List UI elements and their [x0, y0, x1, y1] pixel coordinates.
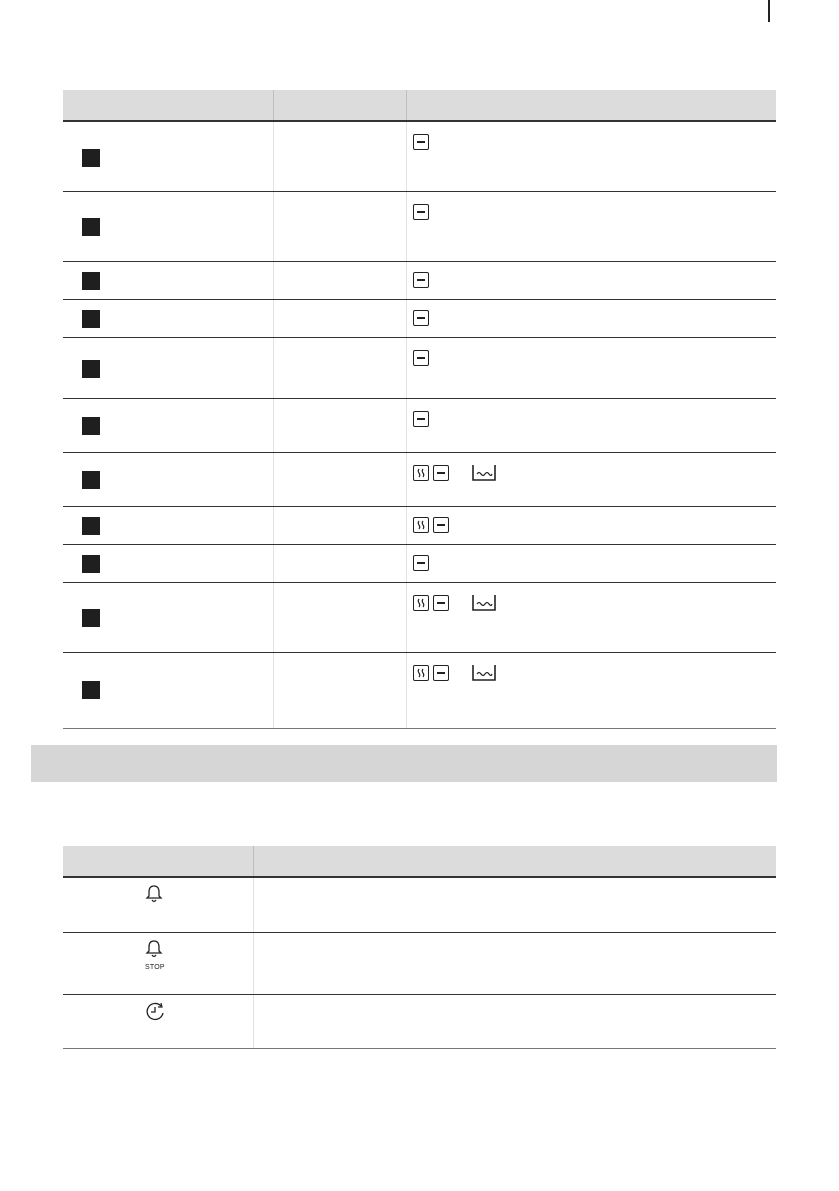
timer-clock-icon	[145, 1001, 167, 1028]
symbol-group	[413, 663, 497, 683]
table-row	[63, 453, 776, 507]
steam-box-icon	[413, 665, 429, 681]
black-square-marker	[82, 149, 100, 167]
table-row	[63, 262, 776, 300]
clock-functions-table-header	[63, 846, 776, 878]
water-tray-icon	[471, 663, 497, 683]
symbol-group	[413, 593, 497, 613]
symbol-group	[413, 348, 433, 368]
black-square-marker	[82, 555, 100, 573]
table-row	[63, 583, 776, 653]
table-row	[63, 545, 776, 583]
water-tray-icon	[471, 593, 497, 613]
black-square-marker	[82, 218, 100, 236]
table-row	[63, 653, 776, 729]
minus-box-icon	[433, 595, 449, 611]
symbol-group	[413, 553, 433, 573]
programme-table-header	[63, 90, 776, 122]
bell-stop-icon	[145, 939, 163, 964]
black-square-marker	[82, 310, 100, 328]
minus-box-icon	[413, 411, 429, 427]
symbol-group	[413, 308, 433, 328]
table-row	[63, 995, 776, 1049]
symbol-group	[413, 515, 453, 535]
minus-box-icon	[433, 665, 449, 681]
stop-label: STOP	[145, 964, 165, 971]
minus-box-icon	[413, 350, 429, 366]
table-row	[63, 878, 776, 933]
black-square-marker	[82, 272, 100, 290]
table-row	[63, 300, 776, 338]
water-tray-icon	[471, 463, 497, 483]
table-row	[63, 507, 776, 545]
table-row	[63, 338, 776, 399]
clock-functions-table	[63, 846, 776, 1049]
section-heading-bar	[31, 745, 777, 782]
steam-box-icon	[413, 517, 429, 533]
black-square-marker	[82, 360, 100, 378]
black-square-marker	[82, 681, 100, 699]
symbol-group	[413, 409, 433, 429]
symbol-group	[413, 132, 433, 152]
black-square-marker	[82, 471, 100, 489]
programme-table	[63, 90, 776, 729]
minus-box-icon	[413, 204, 429, 220]
minus-box-icon	[433, 465, 449, 481]
minus-box-icon	[413, 555, 429, 571]
symbol-group	[413, 270, 433, 290]
bell-icon	[145, 884, 163, 909]
minus-box-icon	[413, 272, 429, 288]
steam-box-icon	[413, 465, 429, 481]
black-square-marker	[82, 417, 100, 435]
symbol-group	[413, 463, 497, 483]
steam-box-icon	[413, 595, 429, 611]
minus-box-icon	[413, 134, 429, 150]
page-corner-mark	[768, 0, 770, 22]
table-row	[63, 122, 776, 192]
minus-box-icon	[413, 310, 429, 326]
table-row	[63, 192, 776, 262]
table-row	[63, 933, 776, 995]
black-square-marker	[82, 517, 100, 535]
table-row	[63, 399, 776, 453]
black-square-marker	[82, 609, 100, 627]
symbol-group	[413, 202, 433, 222]
minus-box-icon	[433, 517, 449, 533]
